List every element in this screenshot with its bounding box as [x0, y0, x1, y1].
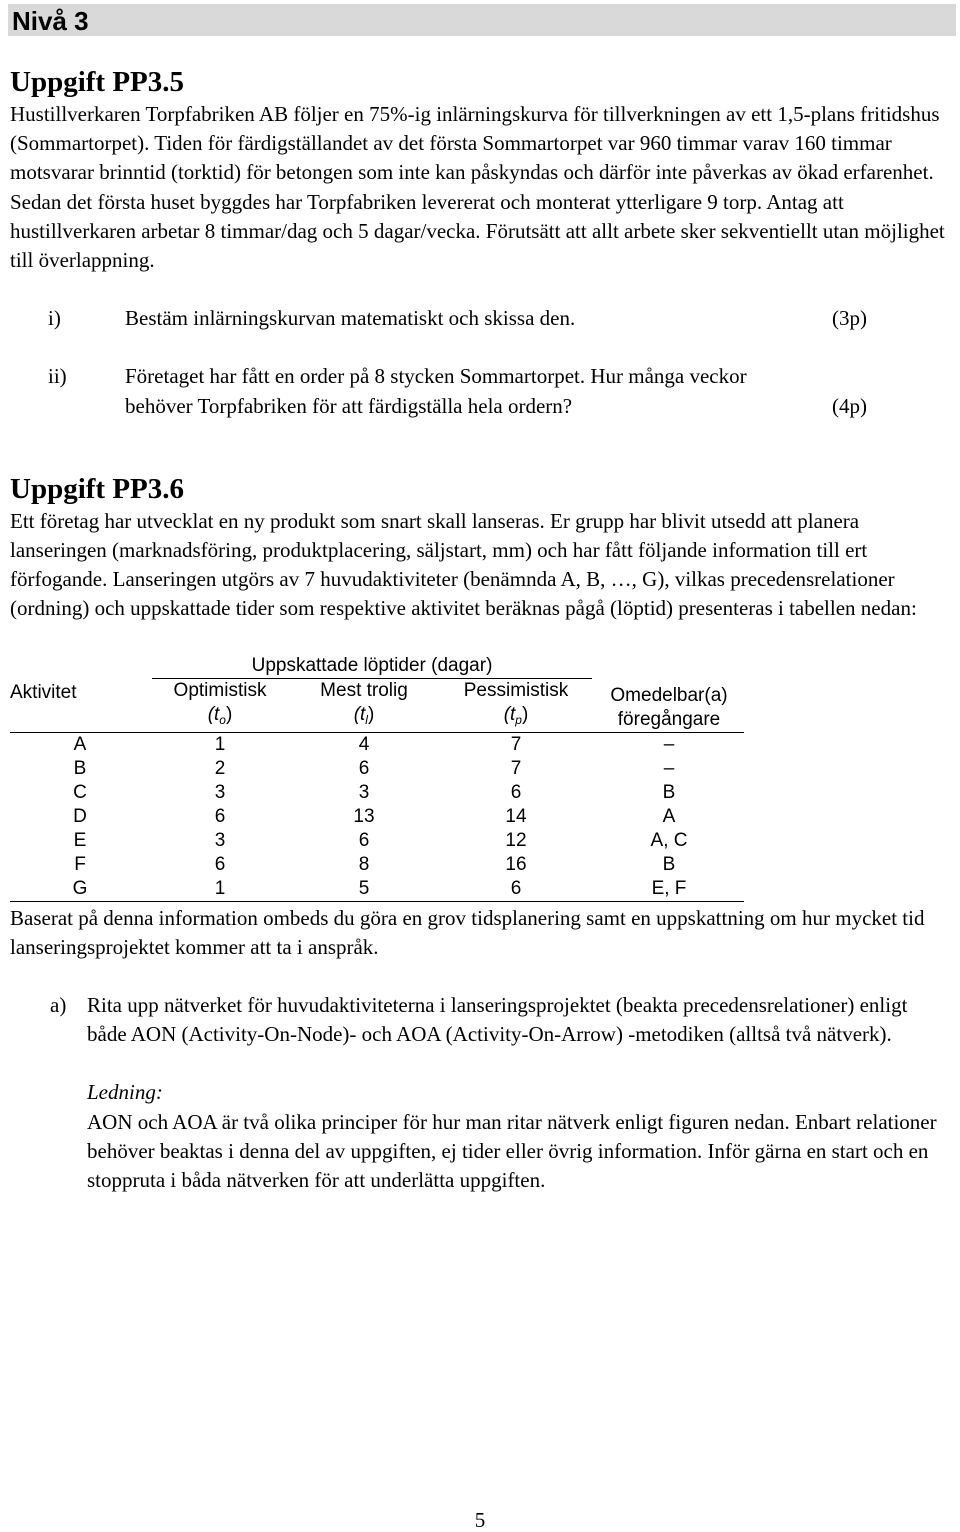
symbol-close: ) [521, 703, 529, 725]
cell-pessimistic: 16 [505, 853, 527, 875]
question-item-i [10, 304, 945, 333]
table-row [10, 732, 744, 757]
symbol-close: ) [367, 703, 375, 725]
pred-header-line1: Omedelbar(a) [610, 684, 728, 706]
cell-predecessor: B [662, 781, 676, 803]
cell-activity: G [10, 877, 150, 902]
symbol-close: ) [225, 703, 233, 725]
col-header-group [150, 654, 594, 679]
pred-header-line2: föregångare [617, 708, 721, 730]
cell-optimistic: 6 [214, 853, 226, 875]
table-row [10, 877, 744, 902]
cell-mostlikely: 6 [358, 757, 370, 779]
cell-predecessor: E, F [594, 877, 744, 902]
cell-predecessor: – [663, 733, 675, 755]
cell-predecessor: B [662, 853, 676, 875]
question-points: (4p) [832, 393, 867, 418]
cell-pessimistic: 6 [510, 781, 522, 803]
question-text: Företaget har fått en order på 8 stycken Sommartorpet. Hur många veckor behöver Torpfabriken för att färdigställa hela ordern? [125, 364, 747, 418]
table-row [10, 853, 744, 877]
task-pp35-paragraph: Hustillverkaren Torpfabriken AB följer en 75%-ig inlärningskurva för tillverkningen av ett 1,5-plans fritidshus (Sommartorpet). Tiden för färdigställandet av det första Sommartorpet var 960 timmar varav 160 timmar motsvarar brinntid (torktid) för betongen som inte kan påskyndas och därför inte påverkas av ökad erfarenhet. Sedan det första huset byggdes har Torpfabriken levererat och monterat ytterligare 9 torp. Antag att hustillverkaren arbetar 8 timmar/dag och 5 dagar/vecka. Förutsätt att allt arbete sker sekventiellt utan möjlighet till överlappning. [10, 102, 945, 273]
question-text: Bestäm inlärningskurvan matematiskt och skissa den. [125, 306, 576, 331]
page-content [10, 64, 945, 1195]
level-header: Nivå 3 [8, 4, 956, 36]
question-item-ii [10, 362, 945, 420]
cell-predecessor: A, C [650, 829, 688, 851]
table-row [10, 757, 744, 781]
cell-mostlikely: 8 [358, 853, 370, 875]
cell-pessimistic: 14 [505, 805, 527, 827]
task-title-pp36: Uppgift PP3.6 [10, 472, 184, 505]
cell-predecessor: – [663, 757, 675, 779]
symbol-subscript: o [219, 712, 226, 727]
symbol-t: (t [207, 703, 220, 725]
cell-optimistic: 1 [150, 877, 290, 902]
cell-mostlikely: 13 [353, 805, 375, 827]
cell-activity: F [74, 853, 86, 875]
table-row [10, 781, 744, 805]
activity-table [10, 654, 744, 902]
col-header-activity: Aktivitet [10, 654, 150, 733]
hint-label: Ledning: [87, 1080, 163, 1105]
question-number: i) [48, 306, 61, 331]
after-table-paragraph: Baserat på denna information ombeds du göra en grov tidsplanering samt en uppskattning om hur mycket tid lanseringsprojektet kommer att ta i anspråk. [10, 905, 925, 959]
cell-optimistic: 6 [214, 805, 226, 827]
subtask-a [10, 991, 945, 1049]
col-symbol-mostlikely [290, 703, 438, 733]
subtask-label: a) [50, 993, 67, 1018]
cell-mostlikely: 5 [290, 877, 438, 902]
cell-mostlikely: 4 [358, 733, 370, 755]
cell-optimistic: 3 [214, 829, 226, 851]
cell-optimistic: 3 [214, 781, 226, 803]
cell-mostlikely: 3 [358, 781, 370, 803]
cell-activity: C [73, 781, 87, 803]
cell-optimistic: 2 [214, 757, 226, 779]
col-symbol-pessimistic [438, 703, 594, 733]
cell-mostlikely: 6 [358, 829, 370, 851]
symbol-t: (t [353, 703, 366, 725]
cell-activity: A [73, 733, 87, 755]
hint-text: AON och AOA är två olika principer för hur man ritar nätverk enligt figuren nedan. Enbart relationer behöver beaktas i denna del av uppgiften, ej tider eller övrig information. Inför gärna en start och en stoppruta i båda nätverken för att underlätta uppgiften. [87, 1109, 937, 1193]
symbol-subscript: l [365, 712, 368, 727]
cell-activity: B [73, 757, 87, 779]
task-title-pp35: Uppgift PP3.5 [10, 66, 184, 98]
col-header-pessimistic: Pessimistisk [463, 679, 569, 701]
col-header-predecessors [594, 654, 744, 733]
subtask-text: Rita upp nätverket för huvudaktiviteterna i lanseringsprojektet (beakta precedensrelationer) enligt både AON (Activity-On-Node)- och AOA (Activity-On-Arrow) -metodiken (alltså två nätverk). [87, 993, 908, 1047]
col-symbol-optimistic [150, 703, 290, 733]
col-header-optimistic: Optimistisk [173, 679, 267, 701]
cell-activity: D [73, 805, 87, 827]
group-header-text: Uppskattade löptider (dagar) [152, 654, 592, 679]
page-number: 5 [474, 1508, 486, 1532]
question-number: ii) [48, 364, 67, 389]
task-pp36-paragraph: Ett företag har utvecklat en ny produkt som snart skall lanseras. Er grupp har blivit utsedd att planera lanseringen (marknadsföring, produktplacering, säljstart, mm) och har fått följande information till ert förfogande. Lanseringen utgörs av 7 huvudaktiviteter (benämnda A, B, …, G), vilkas precedensrelationer (ordning) och uppskattade tider som respektive aktivitet beräknas pågå (löptid) presenteras i tabellen nedan: [10, 508, 917, 621]
hint-block [87, 1078, 937, 1195]
cell-pessimistic: 7 [510, 733, 522, 755]
cell-optimistic: 1 [214, 733, 226, 755]
symbol-t: (t [503, 703, 516, 725]
cell-predecessor: A [662, 805, 676, 827]
cell-pessimistic: 6 [438, 877, 594, 902]
col-header-mostlikely: Mest trolig [320, 679, 408, 701]
question-points: (3p) [832, 306, 867, 331]
table-row [10, 829, 744, 853]
table-row [10, 805, 744, 829]
symbol-subscript: p [515, 712, 522, 727]
cell-pessimistic: 7 [510, 757, 522, 779]
cell-activity: E [73, 829, 87, 851]
cell-pessimistic: 12 [505, 829, 527, 851]
